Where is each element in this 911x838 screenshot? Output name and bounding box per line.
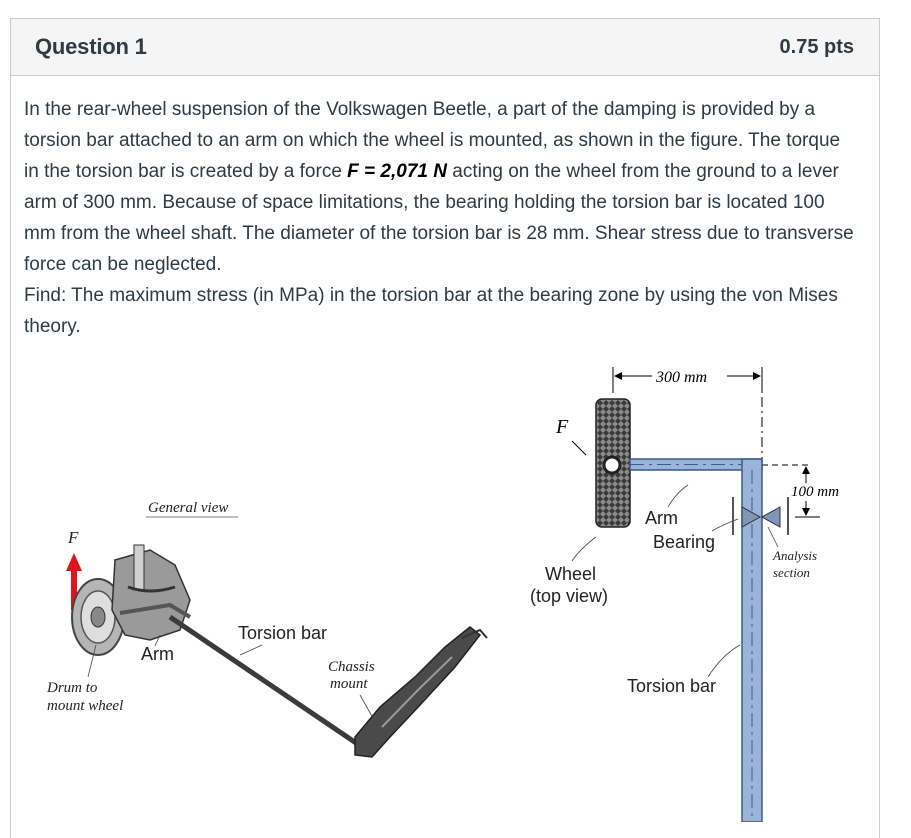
question-text-part-a: In the rear-wheel suspension of the Volkswagen Beetle, a part of the damping is provided by a torsion bar attached to an arm on which the wheel is mounted, as shown in the figure. The torque in the torsion bar is created by a force [24,99,841,182]
dim-300-label: 300 mm [656,369,708,386]
force-leader-right [572,441,586,455]
analysis-leader [768,527,778,547]
shock-absorber [134,545,144,590]
question-paragraph-2: Find: The maximum stress (in MPa) in the torsion bar at the bearing zone by using the von Mises theory. [24,285,838,337]
chassis-mount [355,627,480,757]
general-view-figure [46,500,487,757]
bearing-label: Bearing [653,532,716,552]
general-view-label: General view [148,500,229,516]
bearing-leader [712,519,738,531]
torsion-bar-label-right: Torsion bar [627,676,717,696]
torsion-bar-leader-right [708,645,740,677]
wheel-shaft [604,457,620,473]
question-paragraph-1 [24,94,854,280]
drum-label-1: Drum to [47,680,98,696]
question-points: 0.75 pts [779,35,854,58]
chassis-label-1: Chassis [328,659,375,675]
drum-label-2: mount wheel [47,698,124,714]
analysis-label-2: section [773,565,810,580]
force-label-right: F [556,416,569,438]
question-text [24,94,854,342]
chassis-label-2: mount [330,676,368,692]
arm-leader-right [668,485,688,507]
question-title: Question 1 [35,34,147,59]
wheel-label-2: (top view) [530,586,609,606]
suspension-figure [0,355,911,822]
bearing-right [762,507,780,527]
question-header [11,19,879,76]
drum-hub [91,607,105,627]
chassis-mount-highlight [382,657,452,727]
wheel-label-1: Wheel [545,564,597,584]
force-label-left: F [68,528,79,547]
arm-assembly [112,550,190,640]
torsion-bar-leader-left [240,645,262,655]
arm-label-right: Arm [645,508,678,528]
question-text-part-b: acting on the wheel from the ground to a lever arm of 300 mm. Because of space limitations, the bearing holding the torsion bar is located 100 mm from the wheel shaft. The diameter of the torsion bar is 28 mm. Shear stress due to transverse force can be neglected. [24,161,854,275]
schematic-figure [530,367,839,822]
force-arrow-head [66,553,82,571]
analysis-label-1: Analysis [773,548,818,563]
force-value: F = 2,071 N [347,161,447,182]
dim-100-label: 100 mm [791,484,839,500]
torsion-bar-label-left: Torsion bar [238,623,328,643]
wheel-leader [572,537,596,561]
arm-label-left: Arm [141,644,174,664]
